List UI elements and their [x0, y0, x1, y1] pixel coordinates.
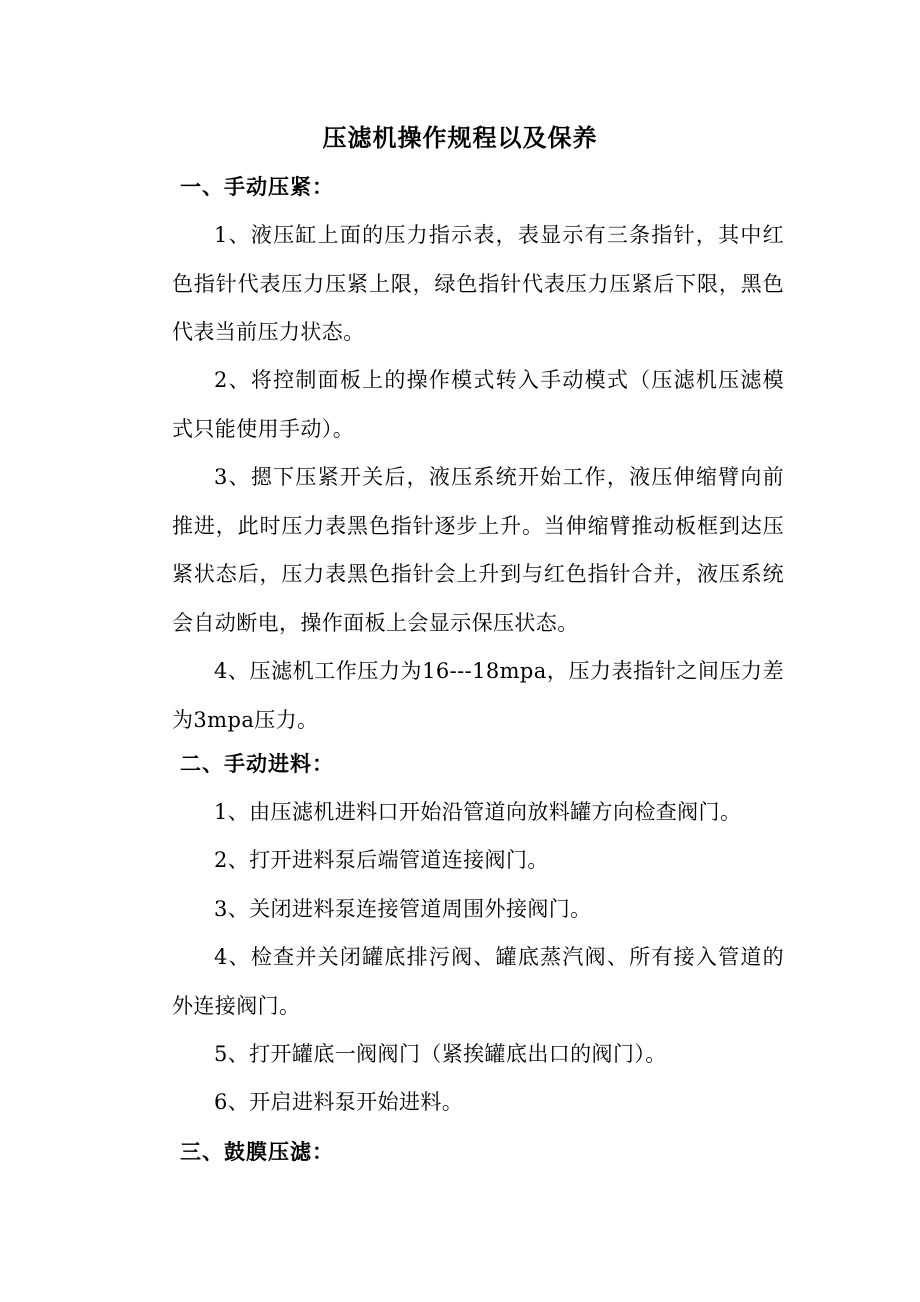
- paragraph-feed-5: 5、打开罐底一阀阀门（紧挨罐底出口的阀门）。: [214, 1042, 667, 1066]
- section-heading-manual-feed: 二、手动进料：: [180, 751, 334, 776]
- paragraph-press-3: 3、摁下压紧开关后，液压系统开始工作，液压伸缩臂向前推进，此时压力表黑色指针逐步上升。当伸缩臂推动板框到达压紧状态后，压力表黑色指针会上升到与红色指针合并，液压系统会自动断电，操作面板上会显示保压状态。: [172, 465, 784, 635]
- paragraph-feed-4: 4、检查并关闭罐底排污阀、罐底蒸汽阀、所有接入管道的外连接阀门。: [172, 945, 784, 1018]
- paragraph-feed-3: 3、关闭进料泵连接管道周围外接阀门。: [214, 897, 592, 921]
- section-heading-manual-press: 一、手动压紧：: [180, 174, 334, 199]
- paragraph-feed-1: 1、由压滤机进料口开始沿管道向放料罐方向检查阀门。: [214, 800, 742, 824]
- paragraph-press-2: 2、将控制面板上的操作模式转入手动模式（压滤机压滤模式只能使用手动）。: [172, 368, 784, 441]
- paragraph-feed-6: 6、开启进料泵开始进料。: [214, 1090, 464, 1114]
- paragraph-press-1: 1、液压缸上面的压力指示表，表显示有三条指针，其中红色指针代表压力压紧上限，绿色指针代表压力压紧后下限，黑色代表当前压力状态。: [172, 223, 784, 344]
- paragraph-feed-2: 2、打开进料泵后端管道连接阀门。: [214, 848, 549, 872]
- section-heading-diaphragm-press: 三、鼓膜压滤：: [180, 1139, 334, 1164]
- page-title: 压滤机操作规程以及保养: [322, 123, 598, 152]
- paragraph-press-4: 4、压滤机工作压力为16---18mpa，压力表指针之间压力差为3mpa压力。: [172, 659, 784, 732]
